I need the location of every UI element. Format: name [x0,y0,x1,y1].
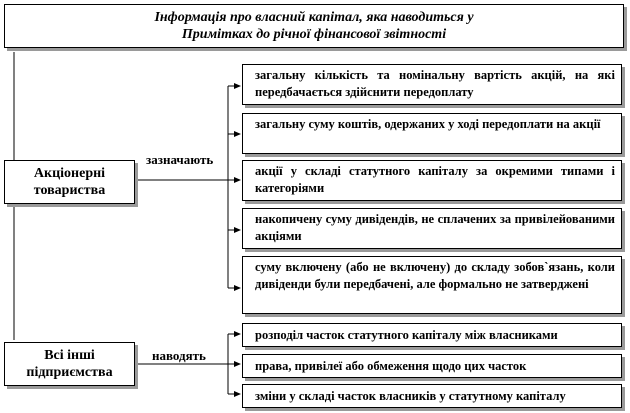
list-item: загальну суму коштів, одержаних у ході передоплати на акції [242,113,622,154]
group-label-line-1: Всі інші [44,348,95,363]
group-label-line-2: підприємства [26,365,113,380]
list-item: акції у складі статутного капіталу за окремими типами і категоріями [242,160,622,201]
list-item: зміни у складі часток власників у статутному капіталу [242,384,622,408]
title-line-2: Примітках до річної фінансової звітності [181,27,447,42]
title-line-1: Інформація про власний капітал, яка наводиться у [154,10,474,25]
group-joint-stock-companies [4,160,135,204]
group-other-enterprises [4,342,135,386]
list-item: накопичену суму дивідендів, не сплачених за привілейованими акціями [242,208,622,249]
list-item: суму включену (або не включену) до складу зобов`язань, коли дивіденди були передбачені, але формально не затверджені [242,256,622,314]
verb-label: зазначають [146,152,214,167]
list-item: розподіл часток статутного капіталу між власниками [242,323,622,347]
verb-label: наводять [152,348,206,363]
diagram-title [4,4,624,48]
group-label-line-1: Акціонерні [33,166,106,181]
list-item: права, привілеї або обмеження щодо цих часток [242,354,622,378]
group-label-line-2: товариства [33,183,106,198]
list-item: загальну кількість та номінальну вартість акцій, на які передбачається здійснити передоплату [242,64,622,105]
